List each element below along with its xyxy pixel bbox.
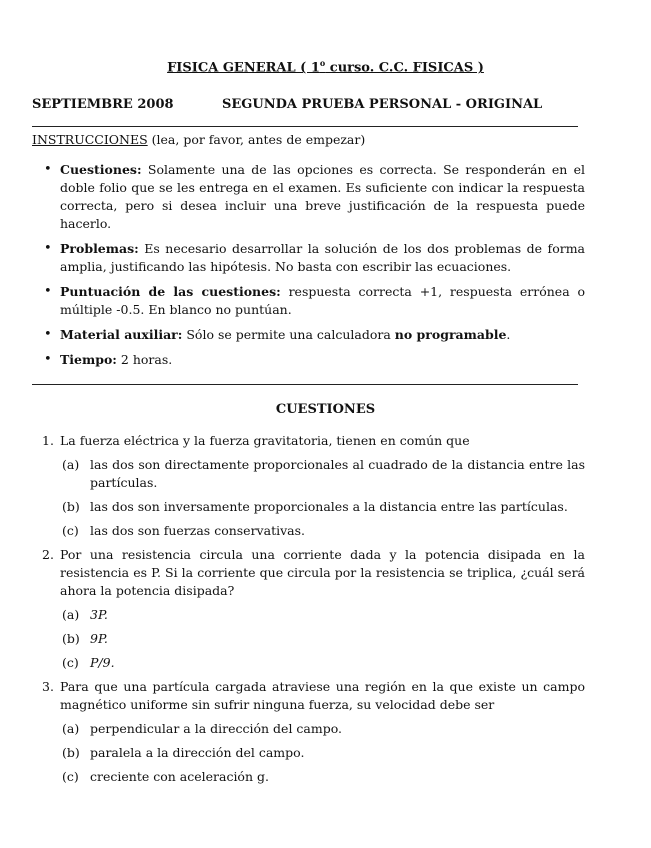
instruction-emphasis: no programable bbox=[394, 327, 507, 342]
option-label: (a) bbox=[62, 457, 80, 472]
header-divider bbox=[32, 126, 578, 127]
questions-list bbox=[32, 432, 585, 792]
option-text: 3P. bbox=[90, 607, 108, 622]
option-label: (c) bbox=[62, 769, 79, 784]
instructions-heading bbox=[32, 132, 365, 147]
question-3 bbox=[32, 678, 585, 786]
instruction-item-tiempo bbox=[32, 351, 585, 369]
section-title: CUESTIONES bbox=[275, 402, 376, 417]
exam-date: SEPTIEMBRE 2008 bbox=[32, 97, 174, 112]
instruction-title: Material auxiliar: bbox=[60, 327, 183, 342]
option-c bbox=[60, 654, 585, 672]
instruction-item-puntuacion bbox=[32, 283, 585, 319]
bullet-icon: • bbox=[44, 162, 52, 177]
option-label: (b) bbox=[62, 631, 80, 646]
question-2 bbox=[32, 546, 585, 672]
instruction-text: Sólo se permite una calculadora bbox=[182, 327, 395, 342]
instruction-title: Puntuación de las cuestiones: bbox=[60, 284, 281, 299]
instructions-list bbox=[32, 161, 585, 376]
question-stem: Para que una partícula cargada atraviese una región en la que existe un campo magnético uniforme sin sufrir ninguna fuerza, su velocidad debe ser bbox=[60, 679, 585, 712]
question-1 bbox=[32, 432, 585, 540]
option-b bbox=[60, 744, 585, 762]
instruction-tail: . bbox=[506, 327, 511, 342]
option-text: las dos son inversamente proporcionales a la distancia entre las partículas. bbox=[90, 499, 568, 514]
option-b bbox=[60, 630, 585, 648]
option-text: paralela a la dirección del campo. bbox=[90, 745, 305, 760]
instruction-item-cuestiones bbox=[32, 161, 585, 233]
bullet-icon: • bbox=[44, 327, 52, 342]
option-text: las dos son directamente proporcionales al cuadrado de la distancia entre las partículas. bbox=[90, 457, 585, 490]
instruction-title: Tiempo: bbox=[60, 352, 117, 367]
option-text: las dos son fuerzas conservativas. bbox=[90, 523, 305, 538]
course-title-rest: curso. C.C. FISICAS ) bbox=[325, 60, 484, 76]
option-text: creciente con aceleración g. bbox=[90, 769, 269, 784]
course-title-ordinal: o bbox=[319, 58, 326, 68]
instruction-text: 2 horas. bbox=[116, 352, 173, 367]
option-a bbox=[60, 456, 585, 492]
instruction-title: Cuestiones: bbox=[60, 162, 142, 177]
instructions-label: INSTRUCCIONES bbox=[32, 132, 148, 147]
exam-name: SEGUNDA PRUEBA PERSONAL - ORIGINAL bbox=[222, 97, 543, 112]
course-title bbox=[0, 58, 651, 75]
option-label: (b) bbox=[62, 745, 80, 760]
instruction-text: Es necesario desarrollar la solución de los dos problemas de forma amplia, justificando las hipótesis. No basta con escribir las ecuaciones. bbox=[60, 241, 585, 274]
section-divider bbox=[32, 384, 578, 385]
instruction-item-problemas bbox=[32, 240, 585, 276]
question-stem: Por una resistencia circula una corriente dada y la potencia disipada en la resistencia es P. Si la corriente que circula por la resistencia se triplica, ¿cuál será ahora la potencia disipada? bbox=[60, 547, 585, 598]
option-a bbox=[60, 606, 585, 624]
option-c bbox=[60, 768, 585, 786]
instructions-note: (lea, por favor, antes de empezar) bbox=[147, 132, 366, 147]
option-label: (c) bbox=[62, 523, 79, 538]
question-number: 1. bbox=[42, 433, 54, 448]
option-text: 9P. bbox=[90, 631, 108, 646]
instruction-item-material bbox=[32, 326, 585, 344]
option-a bbox=[60, 720, 585, 738]
option-b bbox=[60, 498, 585, 516]
instruction-text: respuesta correcta +1, respuesta errónea o múltiple -0.5. En blanco no puntúan. bbox=[60, 284, 585, 317]
option-label: (c) bbox=[62, 655, 79, 670]
option-label: (a) bbox=[62, 721, 80, 736]
option-text: P/9. bbox=[90, 655, 115, 670]
bullet-icon: • bbox=[44, 352, 52, 367]
instruction-title: Problemas: bbox=[60, 241, 139, 256]
option-c bbox=[60, 522, 585, 540]
question-stem: La fuerza eléctrica y la fuerza gravitatoria, tienen en común que bbox=[60, 433, 470, 448]
option-label: (a) bbox=[62, 607, 80, 622]
question-number: 2. bbox=[42, 547, 54, 562]
bullet-icon: • bbox=[44, 284, 52, 299]
course-title-main: FISICA GENERAL ( 1 bbox=[167, 60, 320, 76]
option-label: (b) bbox=[62, 499, 80, 514]
question-number: 3. bbox=[42, 679, 54, 694]
bullet-icon: • bbox=[44, 241, 52, 256]
option-text: perpendicular a la dirección del campo. bbox=[90, 721, 343, 736]
instruction-text: Solamente una de las opciones es correcta. Se responderán en el doble folio que se les entrega en el examen. Es suficiente con indicar la respuesta correcta, pero si desea incluir una breve justificación de la respuesta puede hacerlo. bbox=[60, 162, 585, 231]
